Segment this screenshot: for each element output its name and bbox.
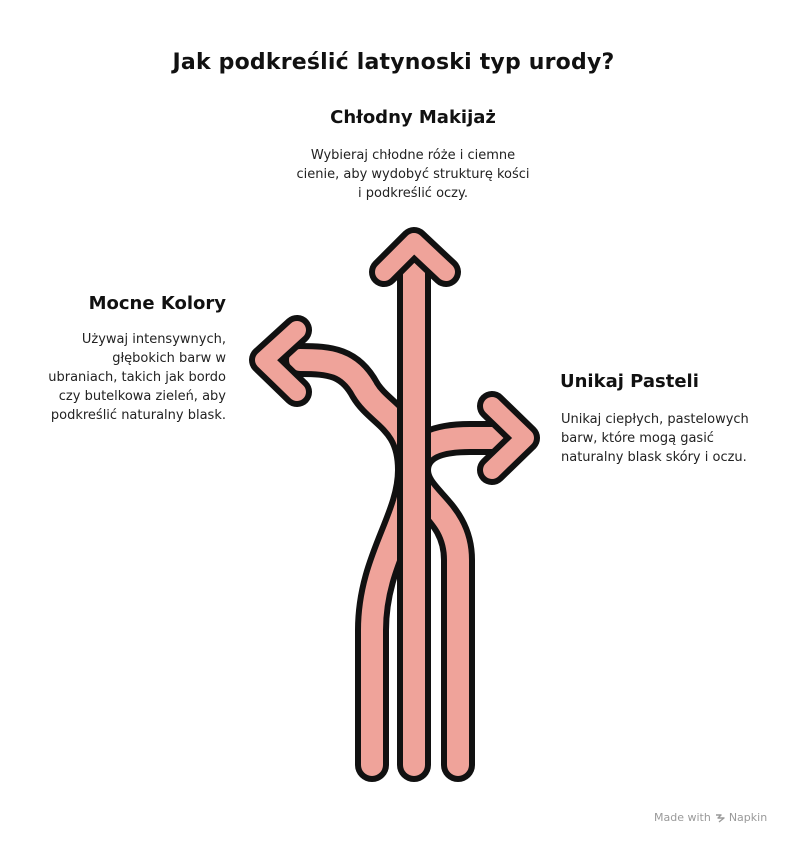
branch-heading-strong-colors: Mocne Kolory: [88, 293, 226, 314]
napkin-logo-icon: [715, 813, 725, 823]
branch-description-avoid-pastels: Unikaj ciepłych, pastelowych barw, które mogą gasić naturalny blask skóry i oczu.: [561, 412, 749, 465]
branch-heading-cool-makeup: Chłodny Makijaż: [330, 107, 496, 128]
made-with-napkin-footer[interactable]: [654, 811, 767, 824]
branch-heading-avoid-pastels: Unikaj Pasteli: [560, 371, 699, 392]
branch-description-cool-makeup: Wybieraj chłodne róże i ciemne cienie, aby wydobyć strukturę kości i podkreślić oczy.: [296, 148, 530, 201]
napkin-brand-label: Napkin: [728, 811, 768, 824]
made-with-label: Made with: [654, 811, 711, 824]
arrow-left-strong-colors: [264, 330, 412, 765]
page-title: Jak podkreślić latynoski typ urody?: [172, 50, 615, 75]
branch-description-strong-colors: Używaj intensywnych, głębokich barw w ubraniach, takich jak bordo czy butelkowa zieleń, aby podkreślić naturalny blask.: [48, 332, 226, 423]
